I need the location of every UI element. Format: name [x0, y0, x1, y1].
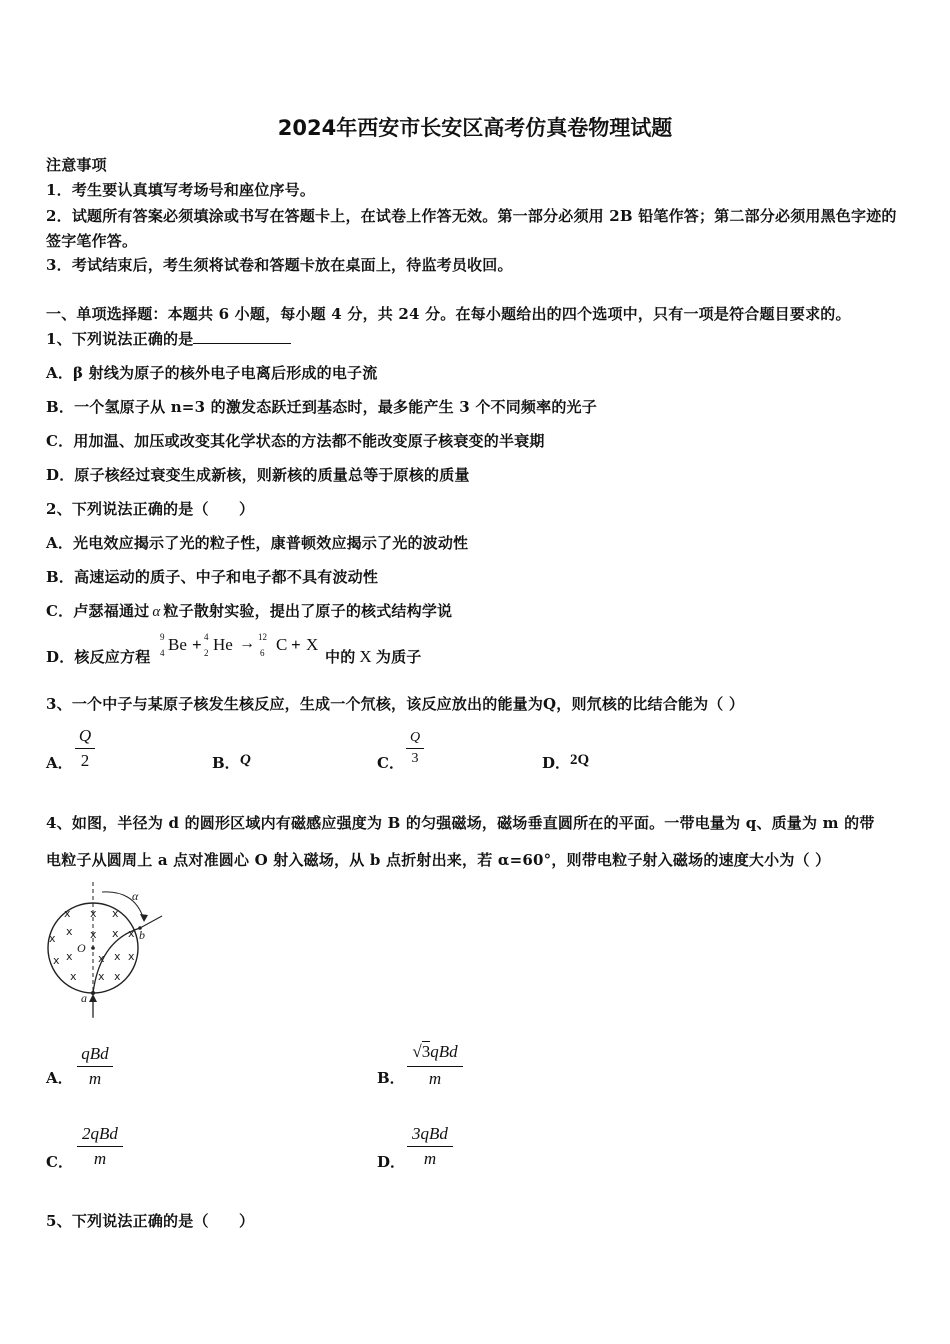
q3-c-denominator: 3 — [411, 751, 419, 766]
q2-option-d — [46, 646, 150, 667]
q3-a-numerator: Q — [78, 726, 92, 745]
q4-option-a-label: A． — [46, 1069, 73, 1087]
fraction-bar — [77, 1146, 123, 1147]
q4-option-d-label: D． — [377, 1153, 406, 1171]
q4-a-denominator: m — [88, 1069, 102, 1088]
q3-stem: 3、一个中子与某原子核发生核反应，生成一个氘核，该反应放出的能量为Q，则氘核的比结合能为（ ） — [46, 695, 745, 713]
field-x: x — [90, 907, 97, 920]
center-o-label: O — [77, 941, 86, 955]
field-x: x — [64, 907, 71, 920]
field-x: x — [114, 970, 121, 983]
notice-heading: 注意事项 — [46, 156, 107, 174]
q1-option-c: C．用加温、加压或改变其化学状态的方法都不能改变原子核衰变的半衰期 — [46, 432, 545, 450]
section-heading: 一、单项选择题：本题共 6 小题，每小题 4 分，共 24 分。在每小题给出的四个选项中，只有一项是符合题目要求的。 — [46, 305, 851, 323]
field-x: x — [53, 954, 60, 967]
fraction-bar — [407, 1066, 463, 1067]
arrow-icon — [140, 914, 148, 922]
field-x: x — [70, 970, 77, 983]
q4-stem-line-1: 4、如图，半径为 d 的圆形区域内有磁感应强度为 B 的匀强磁场，磁场垂直圆所在的平面。一带电量为 q、质量为 m 的带 — [46, 814, 875, 832]
field-x-marks — [49, 907, 135, 983]
q3-option-a-fraction — [75, 726, 95, 771]
alpha-symbol: α — [152, 604, 161, 620]
c-atomic-number: 6 — [260, 648, 265, 658]
q4-option-b-fraction — [407, 1040, 463, 1089]
q3-a-denominator: 2 — [80, 751, 90, 770]
q1-stem — [46, 328, 291, 349]
q5-stem: 5、下列说法正确的是（ ） — [46, 1212, 255, 1230]
q4-c-denominator: m — [93, 1149, 107, 1168]
answer-blank — [193, 329, 291, 344]
q4-b-numerator-text: qBd — [430, 1042, 458, 1061]
fraction-bar — [407, 1146, 453, 1147]
q4-b-denominator: m — [428, 1069, 442, 1088]
notice-item-1: 1．考生要认真填写考场号和座位序号。 — [46, 181, 316, 199]
point-b-label: b — [139, 928, 145, 942]
field-x: x — [49, 932, 56, 945]
q3-option-c-fraction — [406, 730, 424, 767]
q2-option-a: A．光电效应揭示了光的粒子性，康普顿效应揭示了光的波动性 — [46, 534, 469, 552]
q4-option-d-fraction — [407, 1124, 453, 1169]
q2-option-d-post1: 中的 — [325, 648, 356, 666]
q2-option-d-tail — [325, 646, 422, 667]
field-x: x — [128, 950, 135, 963]
q2-option-c — [46, 600, 452, 621]
field-x: x — [66, 925, 73, 938]
q2-option-c-post: 粒子散射实验，提出了原子的核式结构学说 — [163, 602, 453, 620]
notice-item-3: 3．考试结束后，考生须将试卷和答题卡放在桌面上，待监考员收回。 — [46, 256, 513, 274]
fraction-bar — [75, 748, 95, 749]
q4-b-numerator — [407, 1040, 463, 1064]
entry-arrow-icon — [89, 994, 97, 1002]
field-x: x — [66, 950, 73, 963]
page-title: 2024年西安市长安区高考仿真卷物理试题 — [277, 116, 673, 140]
be-symbol: Be — [168, 635, 187, 654]
q4-d-denominator: m — [423, 1149, 437, 1168]
q4-c-numerator: 2qBd — [82, 1124, 118, 1143]
q3-option-c-label: C． — [377, 754, 404, 772]
field-x: x — [128, 927, 135, 940]
q1-option-b: B．一个氢原子从 n=3 的激发态跃迁到基态时，最多能产生 3 个不同频率的光子 — [46, 398, 597, 416]
q2-option-d-pre: D．核反应方程 — [46, 648, 151, 666]
q2-option-b: B．高速运动的质子、中子和电子都不具有波动性 — [46, 568, 379, 586]
fraction-bar — [77, 1066, 113, 1067]
field-x: x — [98, 970, 105, 983]
x-symbol-2: X — [359, 647, 372, 666]
q1-option-d: D．原子核经过衰变生成新核，则新核的质量总等于原核的质量 — [46, 466, 470, 484]
point-a-label: a — [81, 991, 87, 1005]
he-mass-number: 4 — [204, 632, 209, 642]
q3-option-a-label: A． — [46, 754, 73, 772]
field-x: x — [98, 952, 105, 965]
field-x: x — [90, 928, 97, 941]
notice-item-2: 2．试题所有答案必须填涂或书写在答题卡上，在试卷上作答无效。第一部分必须用 2B 铅笔作答；第二部分必须用黑色字迹的签字笔作答。 — [46, 207, 897, 250]
center-o-dot — [91, 946, 95, 950]
point-a-dot — [91, 991, 95, 995]
q2-stem: 2、下列说法正确的是（ ） — [46, 500, 255, 518]
q4-option-b-label: B． — [377, 1069, 405, 1087]
field-x: x — [114, 950, 121, 963]
q1-option-a: A．β 射线为原子的核外电子电离后形成的电子流 — [46, 364, 378, 382]
q4-option-c-fraction — [77, 1124, 123, 1169]
field-x: x — [112, 927, 119, 940]
plus-sign: + — [192, 635, 202, 654]
x-symbol: X — [306, 635, 319, 654]
sqrt-icon: √ — [412, 1042, 422, 1061]
q3-option-d-value: 2Q — [570, 752, 590, 768]
sqrt-radicand: 3 — [421, 1042, 431, 1061]
c-mass-number: 12 — [258, 632, 267, 642]
c-symbol: C — [276, 635, 288, 654]
field-x: x — [112, 907, 119, 920]
alpha-label: α — [132, 889, 139, 903]
q2-option-d-post2: 为质子 — [375, 648, 422, 666]
q3-option-b-value: Q — [240, 752, 251, 768]
q4-stem-line-2: 电粒子从圆周上 a 点对准圆心 O 射入磁场，从 b 点折射出来，若 α=60°，则带电粒子射入磁场的速度大小为（ ） — [46, 851, 831, 869]
fraction-bar — [406, 748, 424, 749]
q1-stem-text: 1、下列说法正确的是 — [46, 330, 194, 348]
q4-d-numerator: 3qBd — [412, 1124, 448, 1143]
be-mass-number: 9 — [160, 632, 165, 642]
q3-option-d-label: D． — [542, 754, 571, 772]
nuclear-equation — [160, 632, 330, 662]
q4-option-c-label: C． — [46, 1153, 73, 1171]
he-atomic-number: 2 — [204, 648, 209, 658]
q4-a-numerator: qBd — [81, 1044, 109, 1063]
he-symbol: He — [213, 635, 233, 654]
q3-option-b-label: B． — [212, 754, 240, 772]
arrow-icon: → — [239, 635, 255, 652]
be-atomic-number: 4 — [160, 648, 165, 658]
q4-option-a-fraction — [77, 1044, 113, 1089]
q3-c-numerator: Q — [409, 730, 421, 745]
plus-sign-2: + — [291, 635, 301, 654]
q2-option-c-pre: C．卢瑟福通过 — [46, 602, 150, 620]
magnetic-field-figure — [40, 880, 170, 1020]
